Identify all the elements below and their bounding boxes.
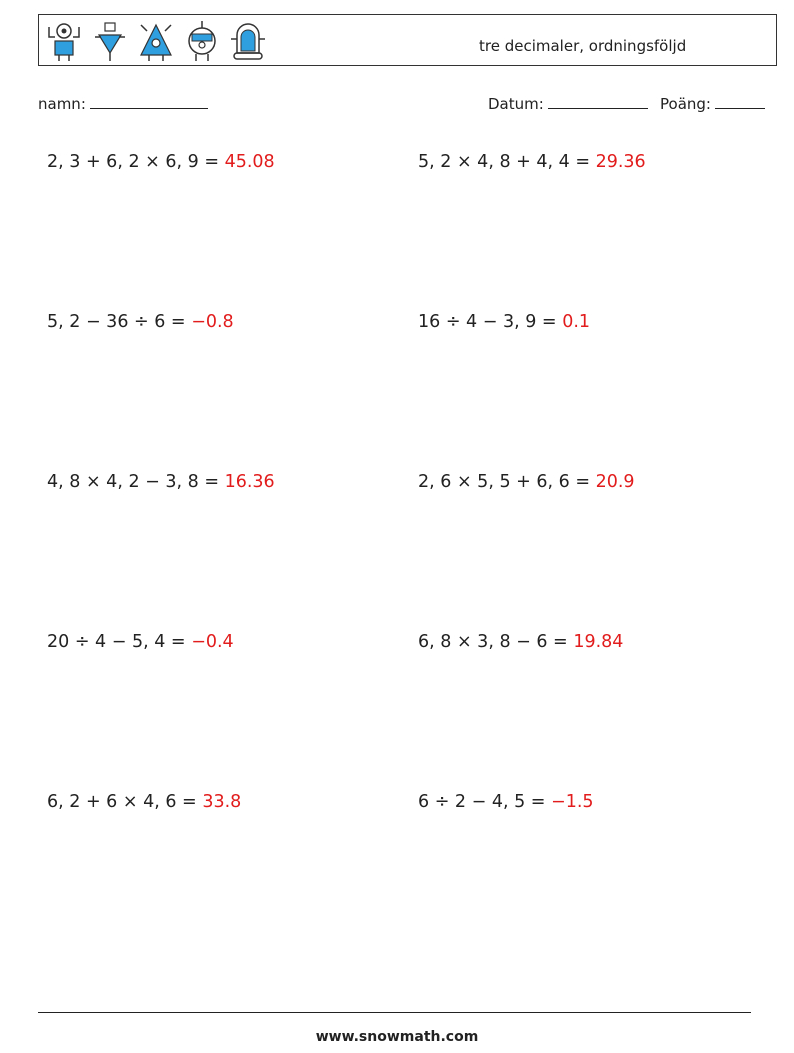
problem-answer: 19.84 bbox=[573, 632, 624, 652]
problem-5 bbox=[47, 472, 275, 492]
robot-5-icon bbox=[229, 19, 267, 63]
problem-answer: 0.1 bbox=[562, 312, 591, 332]
problem-9 bbox=[47, 792, 241, 812]
problem-expression: 6 ÷ 2 − 4, 5 = bbox=[418, 792, 546, 812]
problem-expression: 5, 2 − 36 ÷ 6 = bbox=[47, 312, 186, 332]
problem-3 bbox=[47, 312, 234, 332]
problem-expression: 2, 3 + 6, 2 × 6, 9 = bbox=[47, 152, 219, 172]
problem-answer: 33.8 bbox=[202, 792, 242, 812]
name-label: namn: bbox=[38, 95, 86, 113]
footer-divider bbox=[38, 1012, 751, 1013]
name-line[interactable] bbox=[90, 94, 208, 109]
score-field bbox=[660, 94, 765, 113]
problem-answer: −0.8 bbox=[191, 312, 234, 332]
problem-8 bbox=[418, 632, 623, 652]
problem-expression: 2, 6 × 5, 5 + 6, 6 = bbox=[418, 472, 590, 492]
problem-expression: 6, 8 × 3, 8 − 6 = bbox=[418, 632, 568, 652]
problem-expression: 5, 2 × 4, 8 + 4, 4 = bbox=[418, 152, 590, 172]
problem-answer: 29.36 bbox=[595, 152, 646, 172]
problem-6 bbox=[418, 472, 635, 492]
score-label: Poäng: bbox=[660, 95, 711, 113]
robot-4-icon bbox=[183, 19, 221, 63]
robot-icons bbox=[45, 19, 267, 63]
robot-2-icon bbox=[91, 19, 129, 63]
worksheet-header bbox=[38, 14, 777, 66]
problem-expression: 16 ÷ 4 − 3, 9 = bbox=[418, 312, 557, 332]
problem-4 bbox=[418, 312, 590, 332]
date-field bbox=[488, 94, 648, 113]
problem-10 bbox=[418, 792, 594, 812]
problem-answer: −0.4 bbox=[191, 632, 234, 652]
score-line[interactable] bbox=[715, 94, 765, 109]
problem-answer: 20.9 bbox=[595, 472, 635, 492]
footer-site[interactable]: www.snowmath.com bbox=[315, 1029, 479, 1045]
problem-answer: −1.5 bbox=[551, 792, 594, 812]
problem-2 bbox=[418, 152, 646, 172]
problem-expression: 6, 2 + 6 × 4, 6 = bbox=[47, 792, 197, 812]
name-field bbox=[38, 94, 208, 113]
problem-answer: 45.08 bbox=[224, 152, 275, 172]
problem-expression: 4, 8 × 4, 2 − 3, 8 = bbox=[47, 472, 219, 492]
worksheet-title: tre decimaler, ordningsföljd bbox=[479, 37, 687, 55]
robot-3-icon bbox=[137, 19, 175, 63]
problem-expression: 20 ÷ 4 − 5, 4 = bbox=[47, 632, 186, 652]
problem-1 bbox=[47, 152, 275, 172]
date-label: Datum: bbox=[488, 95, 544, 113]
problem-7 bbox=[47, 632, 234, 652]
date-line[interactable] bbox=[548, 94, 648, 109]
problem-answer: 16.36 bbox=[224, 472, 275, 492]
robot-1-icon bbox=[45, 19, 83, 63]
